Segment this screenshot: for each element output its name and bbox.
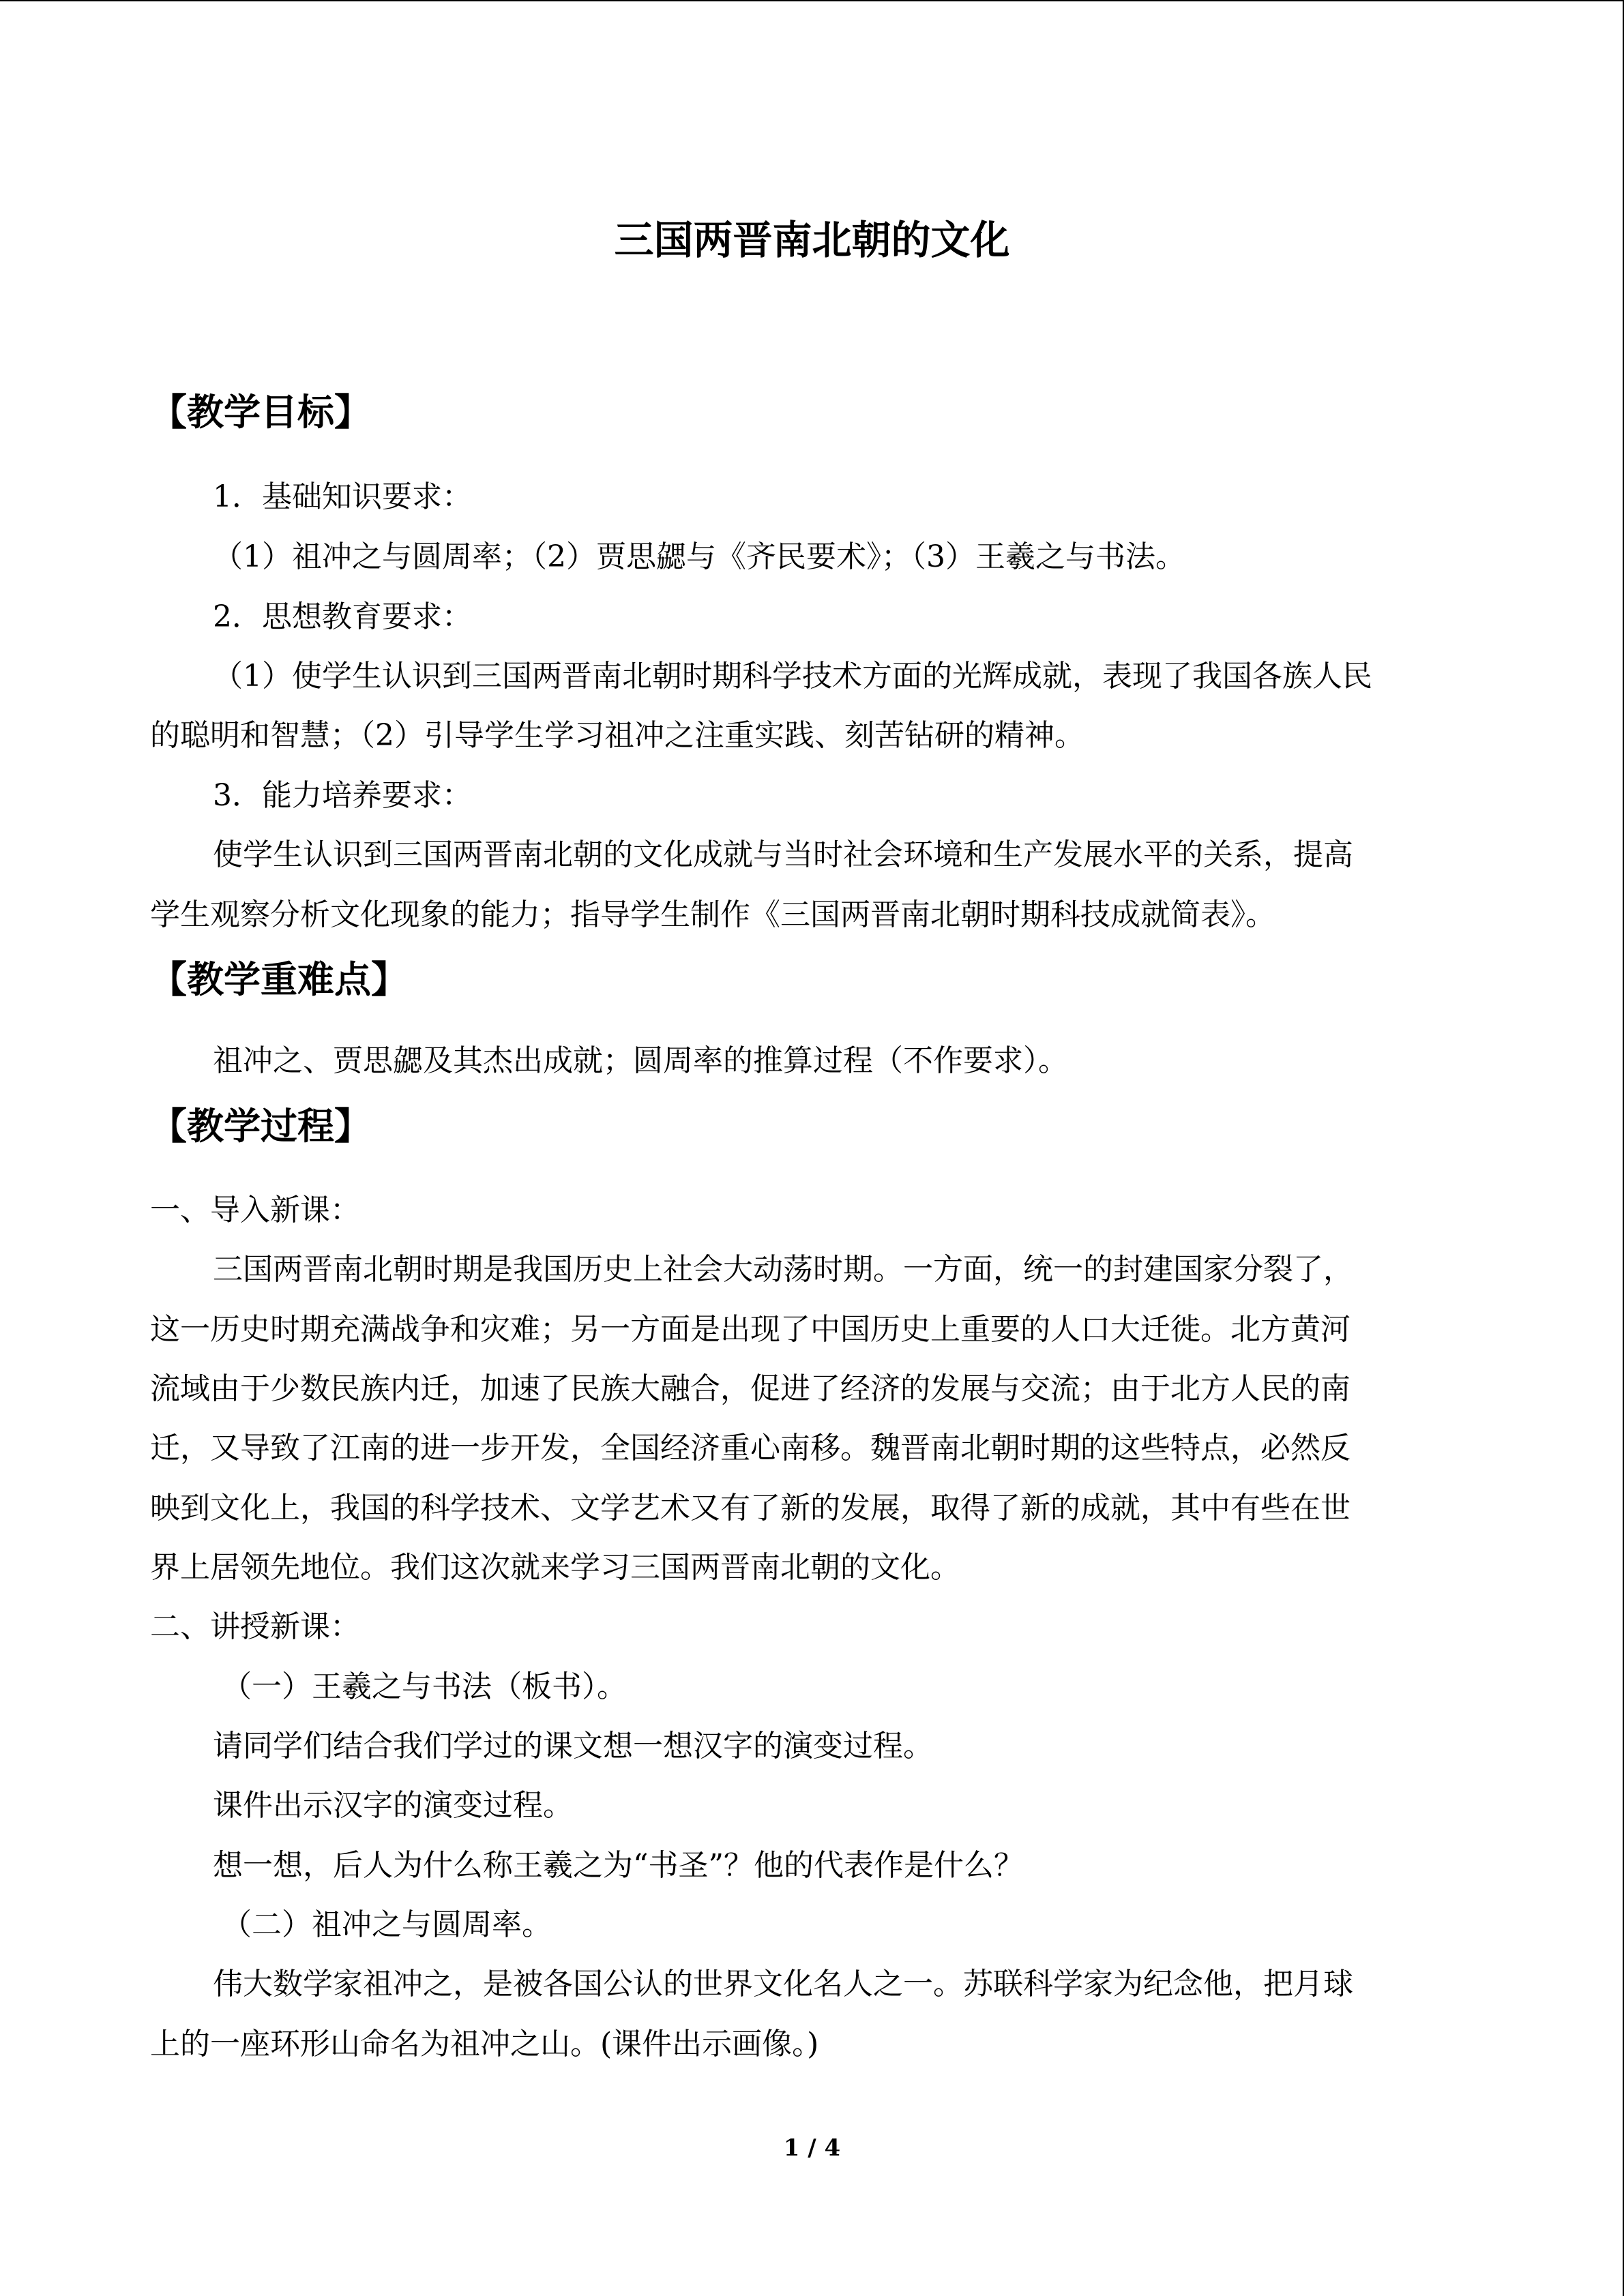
- text-line: 3．能力培养要求：: [213, 778, 472, 813]
- text-line: 二、讲授新课：: [150, 1609, 360, 1644]
- text-line: 使学生认识到三国两晋南北朝的文化成就与当时社会环境和生产发展水平的关系，提高: [213, 837, 1353, 872]
- text-line: 界上居领先地位。我们这次就来学习三国两晋南北朝的文化。: [150, 1550, 960, 1585]
- text-line: 流域由于少数民族内迁，加速了民族大融合，促进了经济的发展与交流；由于北方人民的南: [150, 1371, 1350, 1406]
- text-line: 祖冲之、贾思勰及其杰出成就；圆周率的推算过程（不作要求）。: [213, 1043, 1068, 1078]
- text-line: 2．思想教育要求：: [213, 599, 472, 634]
- text-line: 的聪明和智慧；（2）引导学生学习祖冲之注重实践、刻苦钻研的精神。: [150, 718, 1084, 753]
- text-line: 一、导入新课：: [150, 1193, 360, 1227]
- text-line: （1）祖冲之与圆周率；（2）贾思勰与《齐民要术》；（3）王羲之与书法。: [213, 539, 1185, 574]
- section-heading-key-points: 【教学重难点】: [150, 957, 408, 1001]
- text-line: 想一想，后人为什么称王羲之为“书圣”？他的代表作是什么？: [213, 1848, 1024, 1883]
- text-line: 1．基础知识要求：: [213, 479, 472, 514]
- text-line: 三国两晋南北朝时期是我国历史上社会大动荡时期。一方面，统一的封建国家分裂了，: [213, 1252, 1353, 1287]
- text-line: （二）祖冲之与圆周率。: [222, 1907, 552, 1942]
- text-line: 上的一座环形山命名为祖冲之山。(课件出示画像。): [150, 2027, 819, 2061]
- text-line: 映到文化上，我国的科学技术、文学艺术又有了新的发展，取得了新的成就，其中有些在世: [150, 1491, 1350, 1525]
- document-title: 三国两晋南北朝的文化: [614, 217, 1010, 263]
- text-line: 学生观察分析文化现象的能力；指导学生制作《三国两晋南北朝时期科技成就简表》。: [150, 897, 1275, 932]
- text-line: （一）王羲之与书法（板书）。: [222, 1669, 627, 1704]
- text-line: 这一历史时期充满战争和灾难；另一方面是出现了中国历史上重要的人口大迁徙。北方黄河: [150, 1312, 1350, 1347]
- section-heading-objectives: 【教学目标】: [150, 390, 371, 434]
- text-line: 请同学们结合我们学过的课文想一想汉字的演变过程。: [213, 1729, 933, 1763]
- text-line: 课件出示汉字的演变过程。: [213, 1788, 573, 1823]
- text-line: 迁，又导致了江南的进一步开发，全国经济重心南移。魏晋南北朝时期的这些特点，必然反: [150, 1431, 1350, 1465]
- section-heading-process: 【教学过程】: [150, 1104, 371, 1148]
- text-line: （1）使学生认识到三国两晋南北朝时期科学技术方面的光辉成就，表现了我国各族人民: [213, 659, 1372, 694]
- page-number: 1 / 4: [783, 2134, 841, 2162]
- text-line: 伟大数学家祖冲之，是被各国公认的世界文化名人之一。苏联科学家为纪念他，把月球: [213, 1967, 1353, 2001]
